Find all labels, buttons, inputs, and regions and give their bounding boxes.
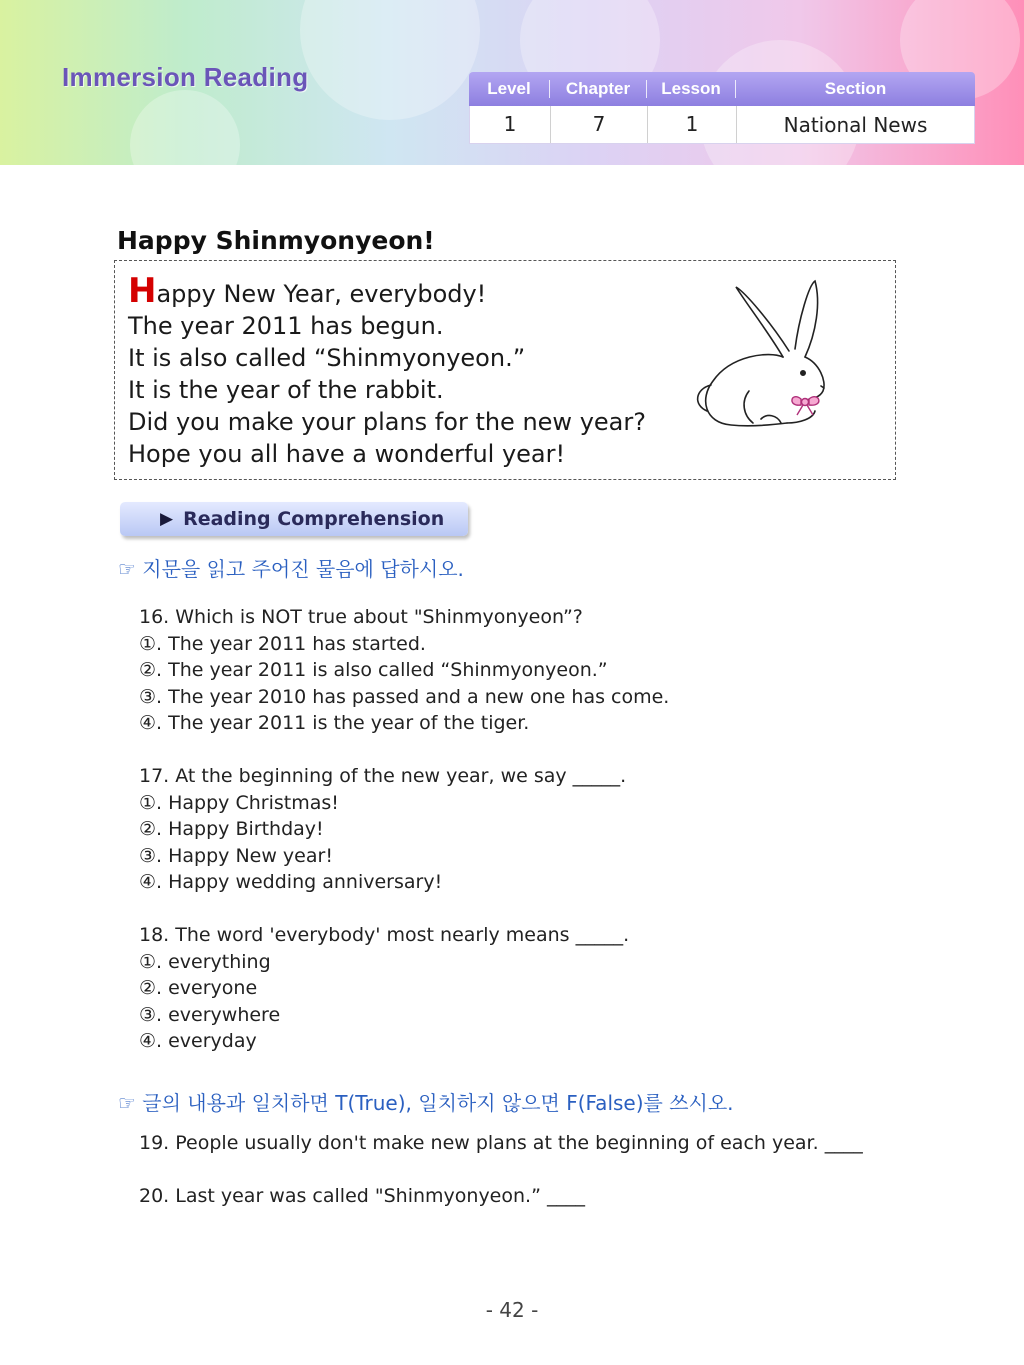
question-18-option: ②. everyone	[139, 977, 258, 1000]
question-16-option: ①. The year 2011 has started.	[139, 632, 426, 655]
story-line: It is also called “Shinmyonyeon.”	[128, 344, 526, 372]
instruction-answer-questions: ☞ 지문을 읽고 주어진 물음에 답하시오.	[118, 557, 464, 581]
question-17-option: ③. Happy New year!	[139, 844, 333, 867]
section-label: Reading Comprehension	[183, 508, 445, 530]
story-line	[128, 271, 646, 311]
rabbit-illustration	[691, 273, 851, 438]
story-line: The year 2011 has begun.	[128, 312, 444, 340]
story-box	[114, 260, 896, 480]
question-17-option: ①. Happy Christmas!	[139, 791, 339, 814]
question-20: 20. Last year was called "Shinmyonyeon.” ____	[139, 1185, 585, 1207]
value-section: National News	[783, 112, 928, 137]
header-chapter: Chapter	[550, 80, 647, 98]
value-chapter: 7	[551, 106, 648, 143]
header-banner	[0, 0, 1024, 165]
question-18-option: ④. everyday	[139, 1030, 257, 1053]
question-18-option: ③. everywhere	[139, 1003, 281, 1026]
info-table-values	[469, 106, 975, 144]
story-line-text: appy New Year, everybody!	[156, 280, 487, 308]
instruction-true-false: ☞ 글의 내용과 일치하면 T(True), 일치하지 않으면 F(False)를 쓰시오.	[118, 1091, 734, 1115]
brand-title: Immersion Reading	[62, 62, 309, 92]
reading-comprehension-button[interactable]	[120, 502, 468, 536]
value-level: 1	[470, 106, 551, 143]
drop-cap: H	[128, 271, 157, 311]
header-lesson: Lesson	[647, 80, 736, 98]
question-19: 19. People usually don't make new plans at the beginning of each year. ____	[139, 1132, 863, 1154]
question-18: 18. The word 'everybody' most nearly means _____.	[139, 923, 630, 946]
story-title: Happy Shinmyonyeon!	[117, 226, 435, 255]
header-level: Level	[469, 80, 550, 98]
page-number: - 42 -	[485, 1298, 539, 1322]
question-16-option: ④. The year 2011 is the year of the tiger.	[139, 712, 530, 735]
story-text	[128, 271, 646, 470]
question-18-option: ①. everything	[139, 950, 271, 973]
lesson-info-table	[469, 72, 975, 144]
story-line: Hope you all have a wonderful year!	[128, 440, 566, 468]
questions-group-1	[139, 604, 669, 1055]
play-triangle-icon: ▶	[160, 509, 174, 529]
question-17: 17. At the beginning of the new year, we say _____.	[139, 764, 627, 787]
question-16: 16. Which is NOT true about "Shinmyonyeon”?	[139, 606, 583, 628]
decor-bubble	[130, 90, 240, 165]
info-table-header	[469, 72, 975, 106]
decor-bubble	[300, 0, 480, 120]
question-16-option: ②. The year 2011 is also called “Shinmyonyeon.”	[139, 659, 608, 682]
question-17-option: ②. Happy Birthday!	[139, 818, 324, 841]
value-lesson: 1	[648, 106, 737, 143]
question-17-option: ④. Happy wedding anniversary!	[139, 871, 443, 894]
story-line: Did you make your plans for the new year?	[128, 408, 646, 436]
header-section: Section	[824, 79, 887, 98]
question-16-option: ③. The year 2010 has passed and a new one has come.	[139, 685, 670, 708]
story-line: It is the year of the rabbit.	[128, 376, 444, 404]
